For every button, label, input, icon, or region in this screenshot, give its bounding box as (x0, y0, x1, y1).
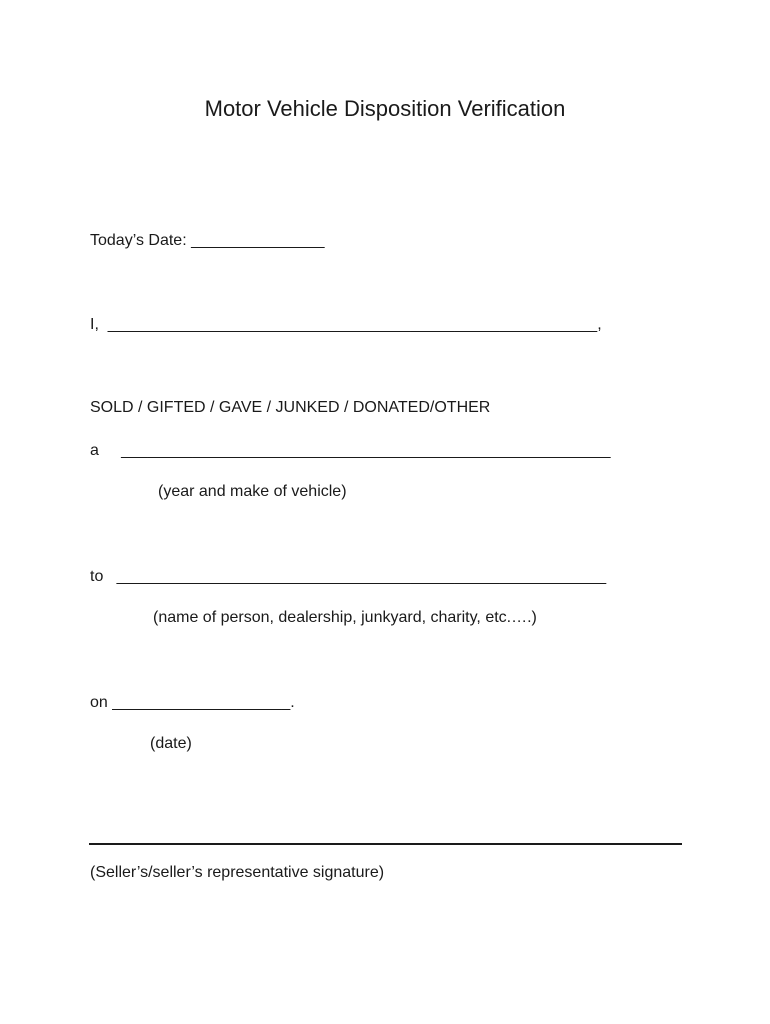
date-caption: (date) (150, 735, 192, 752)
vehicle-caption: (year and make of vehicle) (158, 483, 347, 500)
vehicle-field: a _______________________________________________________ (90, 442, 611, 459)
todays-date-field: Today’s Date: _______________ (90, 232, 325, 249)
seller-name-field: I, _______________________________________________________, (90, 316, 602, 333)
recipient-caption: (name of person, dealership, junkyard, charity, etc.….) (153, 609, 537, 626)
disposition-options: SOLD / GIFTED / GAVE / JUNKED / DONATED/OTHER (90, 399, 491, 416)
disposition-date-field: on ____________________. (90, 694, 295, 711)
signature-line (89, 843, 682, 845)
document-title: Motor Vehicle Disposition Verification (204, 96, 566, 121)
signature-caption: (Seller’s/seller’s representative signature) (90, 864, 385, 881)
recipient-field: to _______________________________________________________ (90, 568, 607, 585)
